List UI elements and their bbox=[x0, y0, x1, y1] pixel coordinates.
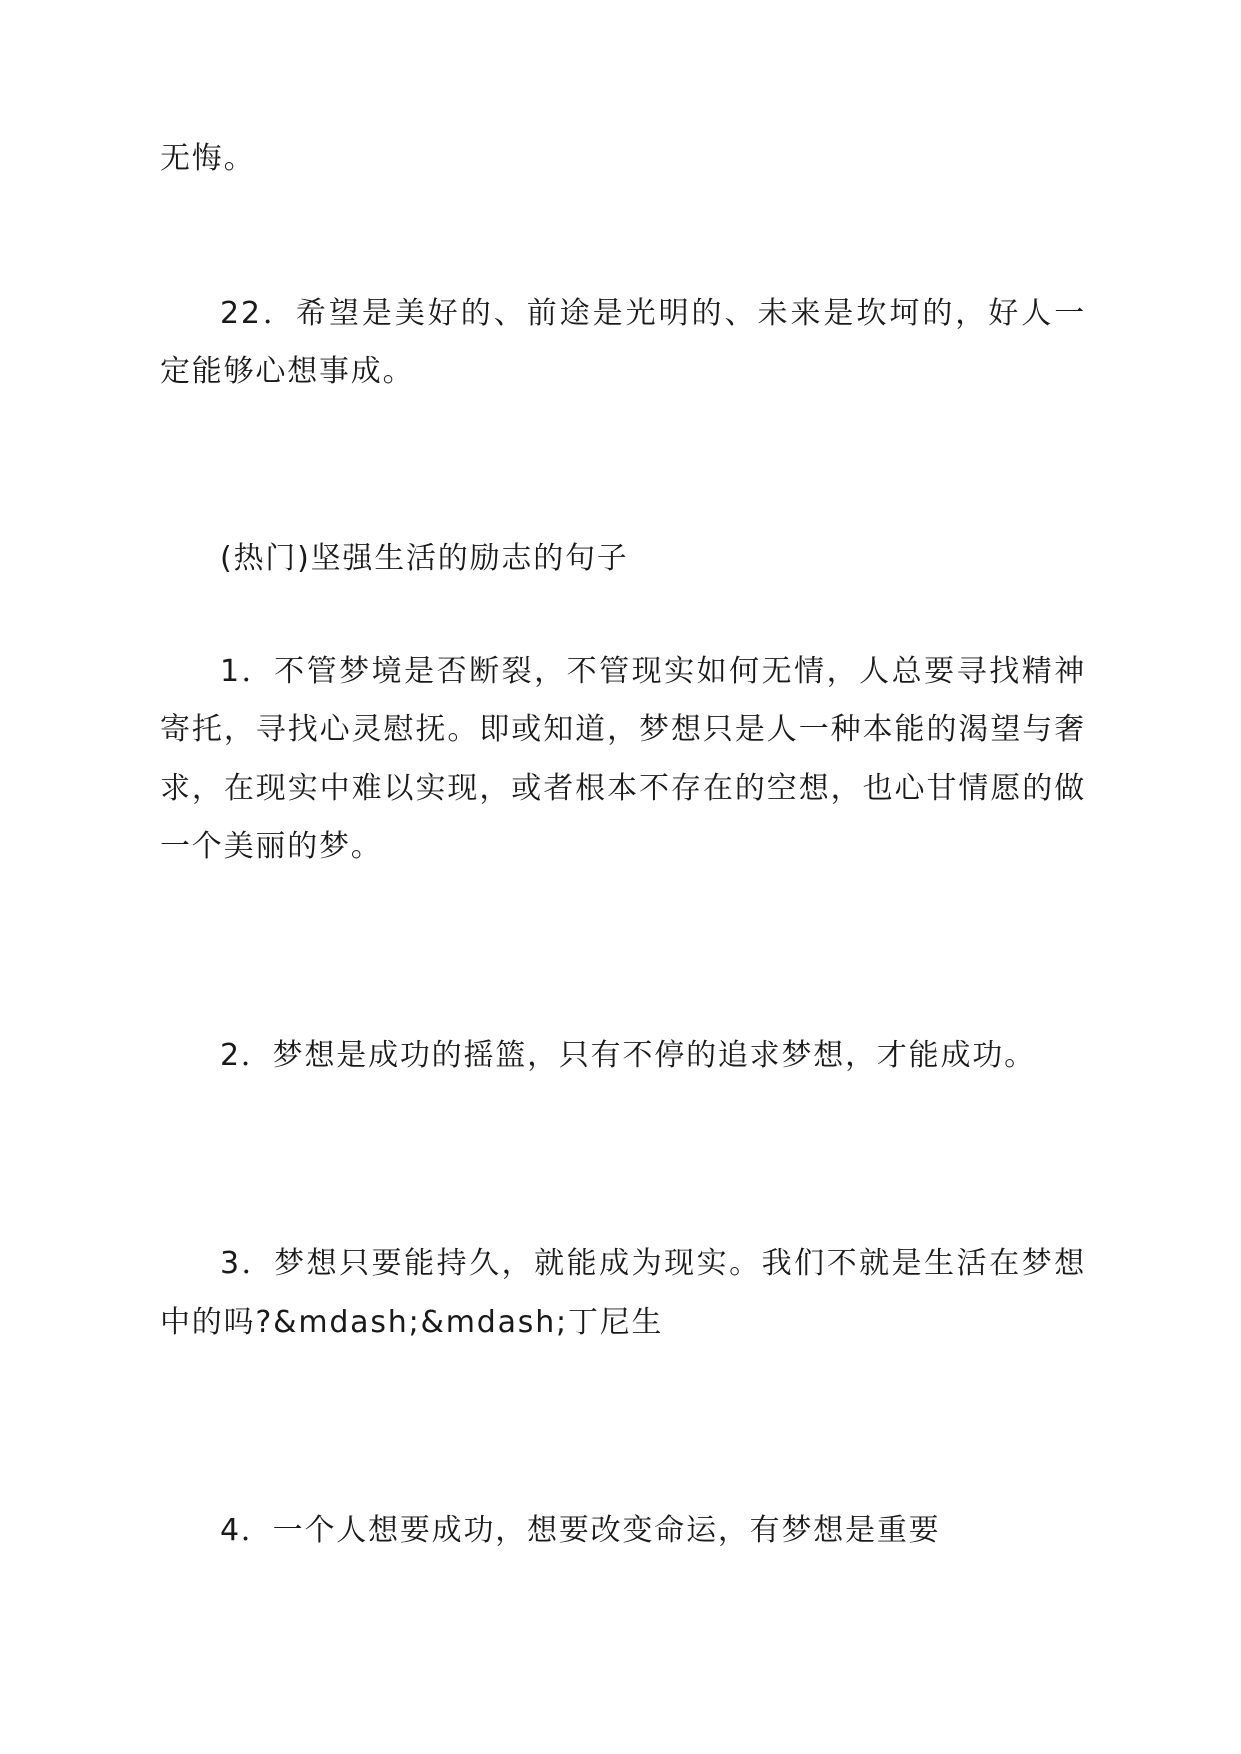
paragraph-spacer bbox=[160, 1352, 1086, 1502]
paragraph-spacer bbox=[160, 189, 1086, 285]
list-item-22: 22．希望是美好的、前途是光明的、未来是坎坷的，好人一定能够心想事成。 bbox=[160, 295, 1086, 389]
document-body bbox=[160, 130, 1086, 1561]
paragraph-continuation: 无悔。 bbox=[160, 141, 256, 176]
list-item-3: 3．梦想只要能持久，就能成为现实。我们不就是生活在梦想中的吗?&mdash;&mdash;丁尼生 bbox=[160, 1246, 1086, 1340]
section-heading: (热门)坚强生活的励志的句子 bbox=[220, 540, 629, 576]
list-item-4: 4．一个人想要成功，想要改变命运，有梦想是重要 bbox=[220, 1513, 941, 1548]
paragraph-spacer bbox=[160, 587, 1086, 643]
paragraph-spacer bbox=[160, 877, 1086, 1027]
paragraph-spacer bbox=[160, 402, 1086, 530]
list-item-1: 1．不管梦境是否断裂，不管现实如何无情，人总要寻找精神寄托，寻找心灵慰抚。即或知道，梦想只是人一种本能的渴望与奢求，在现实中难以实现，或者根本不存在的空想，也心甘情愿的做一个美丽的梦。 bbox=[160, 653, 1086, 864]
paragraph-spacer bbox=[160, 1085, 1086, 1235]
list-item-2: 2．梦想是成功的摇篮，只有不停的追求梦想，才能成功。 bbox=[220, 1037, 1036, 1073]
